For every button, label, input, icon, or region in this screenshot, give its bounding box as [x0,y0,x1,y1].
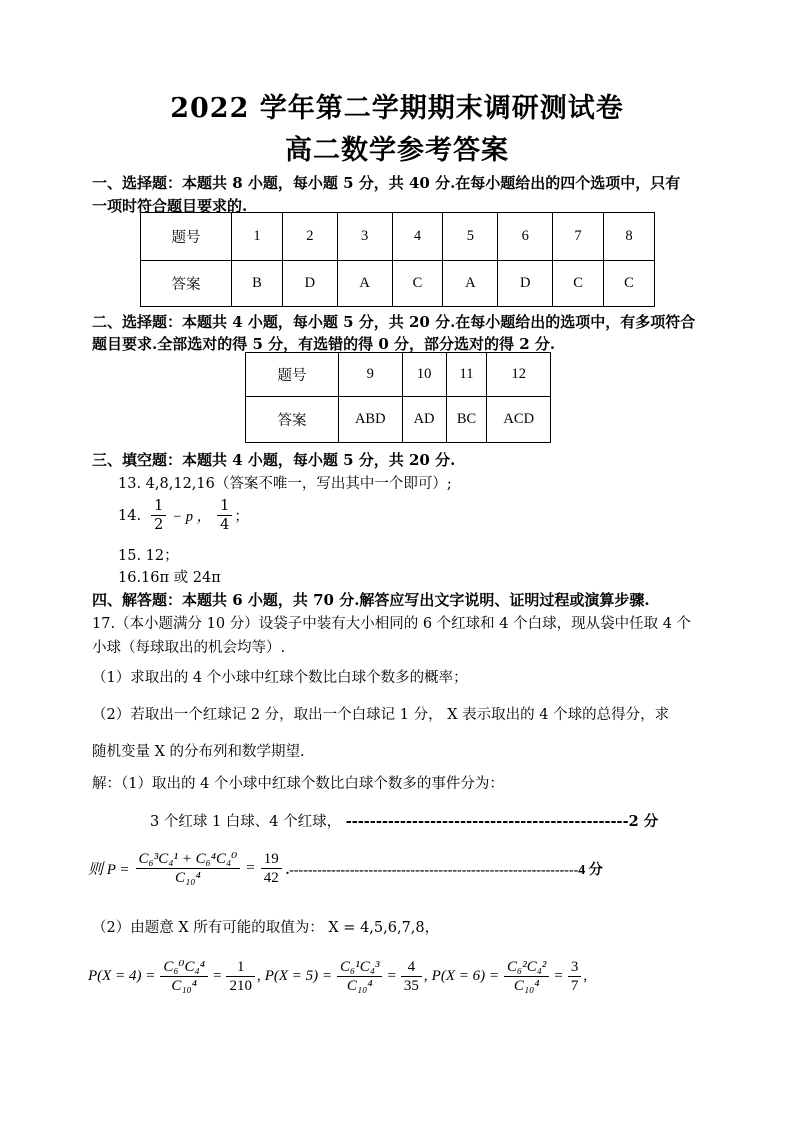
table-cell: 11 [446,353,487,397]
distribution-lhs: P(X = 4) = [88,968,156,984]
distribution-lhs: P(X = 5) = [264,968,333,984]
probability-lhs: 则 P = [88,862,130,878]
equals-sign: = [554,968,563,984]
equals-sign: = [212,968,222,984]
row-label-question: 题号 [246,353,339,397]
fraction-numerator: 4 [401,958,422,977]
table-cell: BC [446,397,487,443]
table-cell: AD [402,397,446,443]
answer-16: 16.16π 或 24π [118,570,221,586]
fraction-denominator: C₁₀⁴ [171,978,197,994]
solution-line2-text: 3 个红球 1 白球、4 个红球， [150,814,342,830]
table-row [141,261,655,307]
table-row [141,213,655,261]
fraction [226,958,255,995]
q17-part2-line1: （2）若取出一个红球记 2 分，取出一个白球记 1 分， X 表示取出的 4 个球的总得分，求 [92,707,670,723]
fraction [151,497,166,534]
fraction [136,850,241,887]
fraction-denominator: C₁₀⁴ [175,870,201,886]
table-cell: 2 [282,213,337,261]
table-cell: 5 [443,213,498,261]
table-cell: 8 [604,213,655,261]
table-cell: A [337,261,392,307]
fraction-numerator: 1 [226,958,255,977]
fraction-numerator: 1 [217,497,232,516]
answer-15: 15. 12； [118,548,179,564]
row-label-answer: 答案 [246,397,339,443]
fraction-denominator: 2 [154,517,164,533]
table-cell: 9 [339,353,403,397]
fraction [401,958,422,995]
fraction-numerator: C₆¹C₄³ [337,958,382,977]
table-cell: 4 [392,213,443,261]
table-row [246,353,551,397]
table-cell: C [392,261,443,307]
fraction-denominator: C₁₀⁴ [346,978,373,994]
table-cell: A [443,261,498,307]
separator: , [256,968,261,984]
row-label-question: 题号 [141,213,232,261]
table-cell: 1 [232,213,283,261]
table-cell: 10 [402,353,446,397]
page-title: 2022 学年第二学期期末调研测试卷 [170,93,624,124]
table-cell: 3 [337,213,392,261]
fraction-numerator: 3 [568,958,582,977]
solution-part2: （2）由题意 X 所有可能的取值为： X = 4,5,6,7,8， [92,920,440,936]
section2-heading-line2: 题目要求.全部选对的得 5 分，有选错的得 0 分，部分选对的得 2 分. [92,335,556,353]
section2-heading-line1: 二、选择题：本题共 4 小题，每小题 5 分，共 20 分.在每小题给出的选项中，有多项符合 [92,313,696,331]
table-cell: D [498,261,553,307]
page-subtitle: 高二数学参考答案 [285,135,509,166]
score-marker: -----------------------------------------------2 分 [345,813,659,830]
equals-sign: = [246,860,255,876]
fraction [504,958,549,995]
q17-stem-line1: 17.（本小题满分 10 分）设袋子中装有大小相同的 6 个红球和 4 个白球，现从袋中任取 4 个 [92,616,692,632]
section1-heading-line2: 一项时符合题目要求的. [92,197,248,215]
fraction-denominator: 7 [570,978,579,994]
fraction-numerator: C₆³C₄¹ + C₆⁴C₄⁰ [136,850,241,869]
answer-13: 13. 4,8,12,16（答案不唯一，写出其中一个即可）; [118,476,452,492]
equals-sign: = [387,968,396,984]
section1-heading-line1: 一、选择题：本题共 8 小题，每小题 5 分，共 40 分.在每小题给出的四个选项中，只有 [92,174,681,192]
q17-part1: （1）求取出的 4 个小球中红球个数比白球个数多的概率； [92,670,468,686]
q17-stem-line2: 小球（每球取出的机会均等）. [92,640,286,656]
fraction [568,958,582,995]
fraction-denominator: 42 [263,870,279,886]
solution-probability [88,850,603,887]
table-cell: 6 [498,213,553,261]
fraction-numerator: C₆²C₄² [504,958,549,977]
section2-answer-table [245,352,551,443]
table-cell: D [282,261,337,307]
separator: , [583,968,588,984]
fraction [337,958,382,995]
answer-14-label: 14. [118,507,142,524]
fraction-numerator: 19 [261,850,282,869]
fraction-denominator: 35 [403,978,419,994]
answer-14 [118,497,249,534]
table-cell: C [604,261,655,307]
separator: , [423,968,428,984]
fraction-numerator: 1 [151,497,166,516]
fraction-denominator: 4 [220,517,230,533]
fraction [217,497,232,534]
section1-answer-table [140,212,655,307]
fraction-denominator: C₁₀⁴ [513,978,540,994]
score-marker: .--------------------------------------------------------------4 分 [285,862,603,878]
answer-14-end: ； [234,509,249,525]
section4-heading: 四、解答题：本题共 6 小题，共 70 分.解答应写出文字说明、证明过程或演算步骤. [92,591,650,609]
solution-line2 [150,810,658,831]
table-cell: B [232,261,283,307]
distribution-lhs: P(X = 6) = [431,968,499,984]
section3-heading: 三、填空题：本题共 4 小题，每小题 5 分，共 20 分. [92,451,456,469]
q17-part2-line2: 随机变量 X 的分布列和数学期望. [92,744,305,760]
fraction [261,850,282,887]
row-label-answer: 答案 [141,261,232,307]
table-cell: ABD [339,397,403,443]
table-row [246,397,551,443]
table-cell: 7 [553,213,604,261]
answer-14-expression: − p ， [172,509,212,525]
fraction-numerator: C₆⁰C₄⁴ [160,958,208,977]
fraction [160,958,208,995]
table-cell: ACD [487,397,551,443]
solution-line1: 解：（1）取出的 4 个小球中红球个数比白球个数多的事件分为： [92,776,504,792]
distribution-line [88,958,587,995]
table-cell: 12 [487,353,551,397]
fraction-denominator: 210 [229,978,252,994]
table-cell: C [553,261,604,307]
